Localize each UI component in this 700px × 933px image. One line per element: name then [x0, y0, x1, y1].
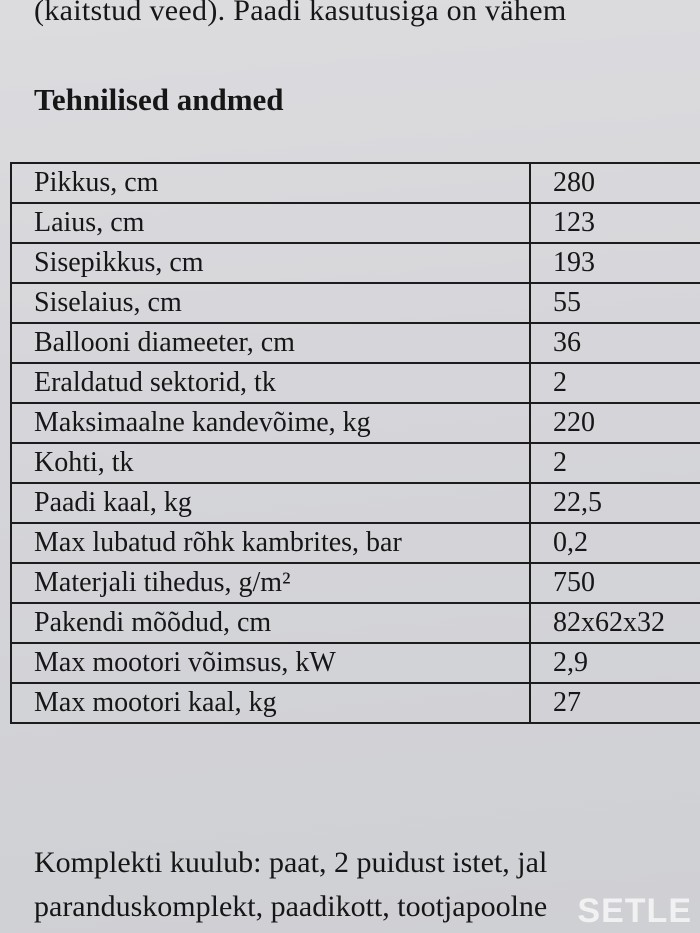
spec-value: 82x62x32	[530, 603, 700, 643]
package-contents-line-2: paranduskomplekt, paadikott, tootjapoolne	[34, 890, 548, 923]
spec-row	[11, 243, 700, 283]
spec-label: Pakendi mõõdud, cm	[11, 603, 530, 643]
spec-label: Ballooni diameeter, cm	[11, 323, 530, 363]
spec-value: 750	[530, 563, 700, 603]
spec-value: 0,2	[530, 523, 700, 563]
spec-value: 280	[530, 163, 700, 203]
spec-value: 2	[530, 363, 700, 403]
spec-value: 2,9	[530, 643, 700, 683]
spec-row	[11, 363, 700, 403]
spec-row	[11, 683, 700, 723]
spec-row	[11, 403, 700, 443]
spec-label: Materjali tihedus, g/m²	[11, 563, 530, 603]
spec-label: Kohti, tk	[11, 443, 530, 483]
spec-value: 2	[530, 443, 700, 483]
spec-label: Pikkus, cm	[11, 163, 530, 203]
spec-row	[11, 203, 700, 243]
spec-row	[11, 483, 700, 523]
spec-label: Max lubatud rõhk kambrites, bar	[11, 523, 530, 563]
spec-label: Eraldatud sektorid, tk	[11, 363, 530, 403]
spec-label: Max mootori võimsus, kW	[11, 643, 530, 683]
spec-row	[11, 443, 700, 483]
spec-value: 55	[530, 283, 700, 323]
specs-table-body	[11, 163, 700, 723]
spec-row	[11, 523, 700, 563]
spec-label: Max mootori kaal, kg	[11, 683, 530, 723]
spec-label: Paadi kaal, kg	[11, 483, 530, 523]
section-heading: Tehnilised andmed	[34, 82, 284, 117]
spec-label: Maksimaalne kandevõime, kg	[11, 403, 530, 443]
spec-label: Laius, cm	[11, 203, 530, 243]
spec-value: 193	[530, 243, 700, 283]
spec-value: 36	[530, 323, 700, 363]
spec-row	[11, 563, 700, 603]
intro-text-line: (kaitstud veed). Paadi kasutusiga on vähem	[34, 0, 567, 27]
spec-label: Sisepikkus, cm	[11, 243, 530, 283]
watermark-logo: SETLE	[577, 892, 692, 930]
spec-value: 220	[530, 403, 700, 443]
spec-value: 27	[530, 683, 700, 723]
specs-table	[10, 162, 700, 724]
spec-row	[11, 323, 700, 363]
spec-row	[11, 283, 700, 323]
spec-row	[11, 603, 700, 643]
spec-value: 123	[530, 203, 700, 243]
spec-label: Siselaius, cm	[11, 283, 530, 323]
package-contents-line-1: Komplekti kuulub: paat, 2 puidust istet, jal	[34, 846, 548, 879]
spec-row	[11, 163, 700, 203]
spec-row	[11, 643, 700, 683]
spec-value: 22,5	[530, 483, 700, 523]
